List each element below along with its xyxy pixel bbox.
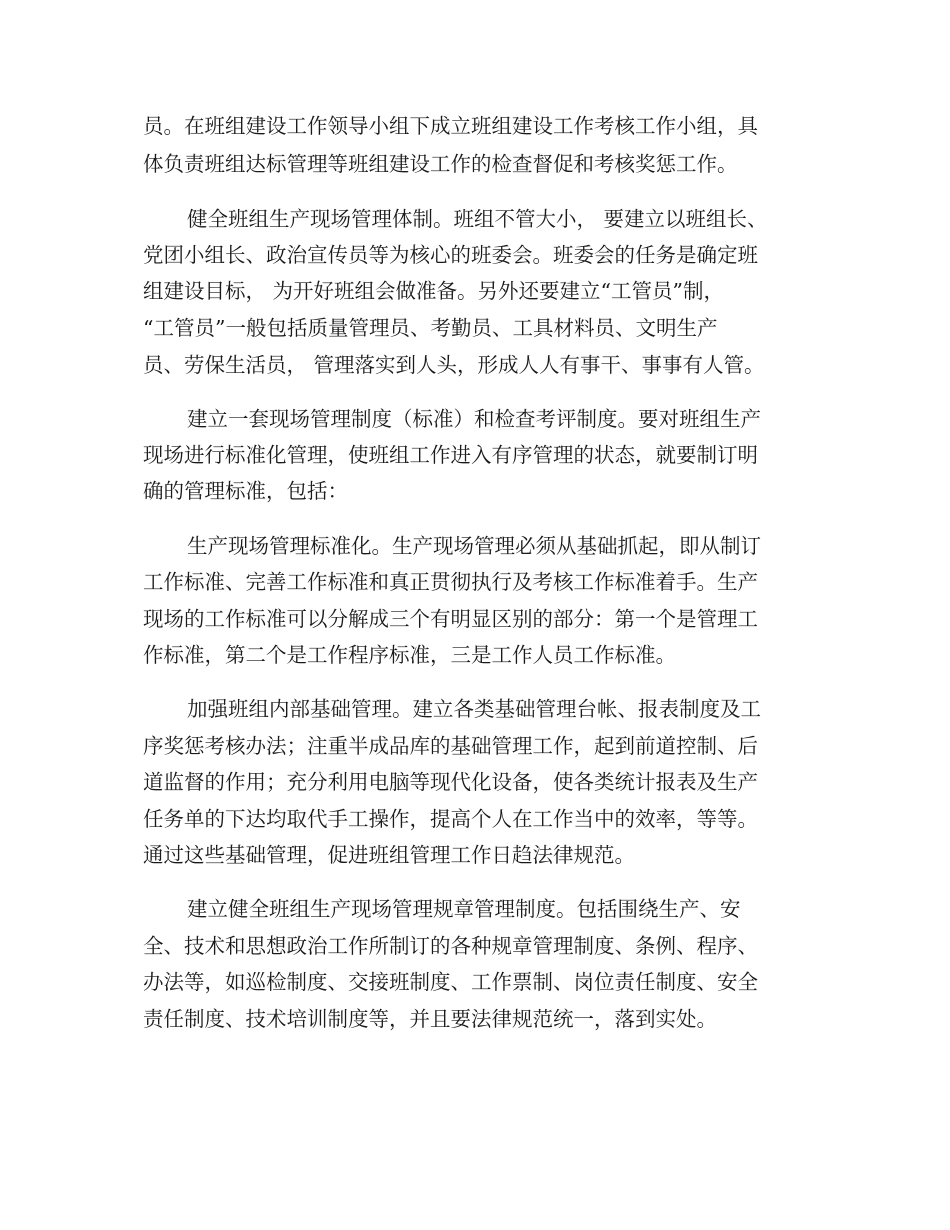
text-line: 员、劳保生活员， 管理落实到人头，形成人人有事干、事事有人管。 (143, 353, 765, 377)
text-line: 组建设目标， 为开好班组会做准备。另外还要建立“工管员”制， (143, 279, 724, 303)
text-line: “工管员”一般包括质量管理员、考勤员、工具材料员、文明生产 (143, 316, 718, 340)
text-line: 员。在班组建设工作领导小组下成立班组建设工作考核工作小组，具 (143, 114, 758, 138)
text-line: 体负责班组达标管理等班组建设工作的检查督促和考核奖惩工作。 (143, 152, 738, 176)
text-line: 序奖惩考核办法；注重半成品库的基础管理工作，起到前道控制、后 (143, 734, 758, 758)
text-line: 任务单的下达均取代手工操作，提高个人在工作当中的效率，等等。 (143, 807, 758, 831)
text-line: 生产现场管理标准化。生产现场管理必须从基础抓起，即从制订 (187, 534, 761, 558)
text-line: 健全班组生产现场管理体制。班组不管大小， 要建立以班组长、 (187, 207, 768, 231)
text-line: 现场的工作标准可以分解成三个有明显区别的部分：第一个是管理工 (143, 607, 758, 631)
text-line: 加强班组内部基础管理。建立各类基础管理台帐、报表制度及工 (187, 697, 761, 721)
text-line: 道监督的作用；充分利用电脑等现代化设备，使各类统计报表及生产 (143, 770, 758, 794)
text-line: 作标准，第二个是工作程序标准，三是工作人员工作标准。 (143, 643, 676, 667)
text-line: 全、技术和思想政治工作所制订的各种规章管理制度、条例、程序、 (143, 934, 758, 958)
text-line: 确的管理标准，包括： (143, 479, 348, 503)
text-line: 工作标准、完善工作标准和真正贯彻执行及考核工作标准着手。生产 (143, 570, 758, 594)
text-line: 责任制度、技术培训制度等，并且要法律规范统一，落到实处。 (143, 1007, 717, 1031)
text-line: 党团小组长、政治宣传员等为核心的班委会。班委会的任务是确定班 (143, 243, 758, 267)
text-line: 现场进行标准化管理，使班组工作进入有序管理的状态，就要制订明 (143, 443, 758, 467)
text-line: 通过这些基础管理，促进班组管理工作日趋法律规范。 (143, 843, 635, 867)
text-line: 建立健全班组生产现场管理规章管理制度。包括围绕生产、安 (187, 897, 741, 921)
text-line: 办法等，如巡检制度、交接班制度、工作票制、岗位责任制度、安全 (143, 970, 758, 994)
text-line: 建立一套现场管理制度（标准）和检查考评制度。要对班组生产 (187, 407, 761, 431)
